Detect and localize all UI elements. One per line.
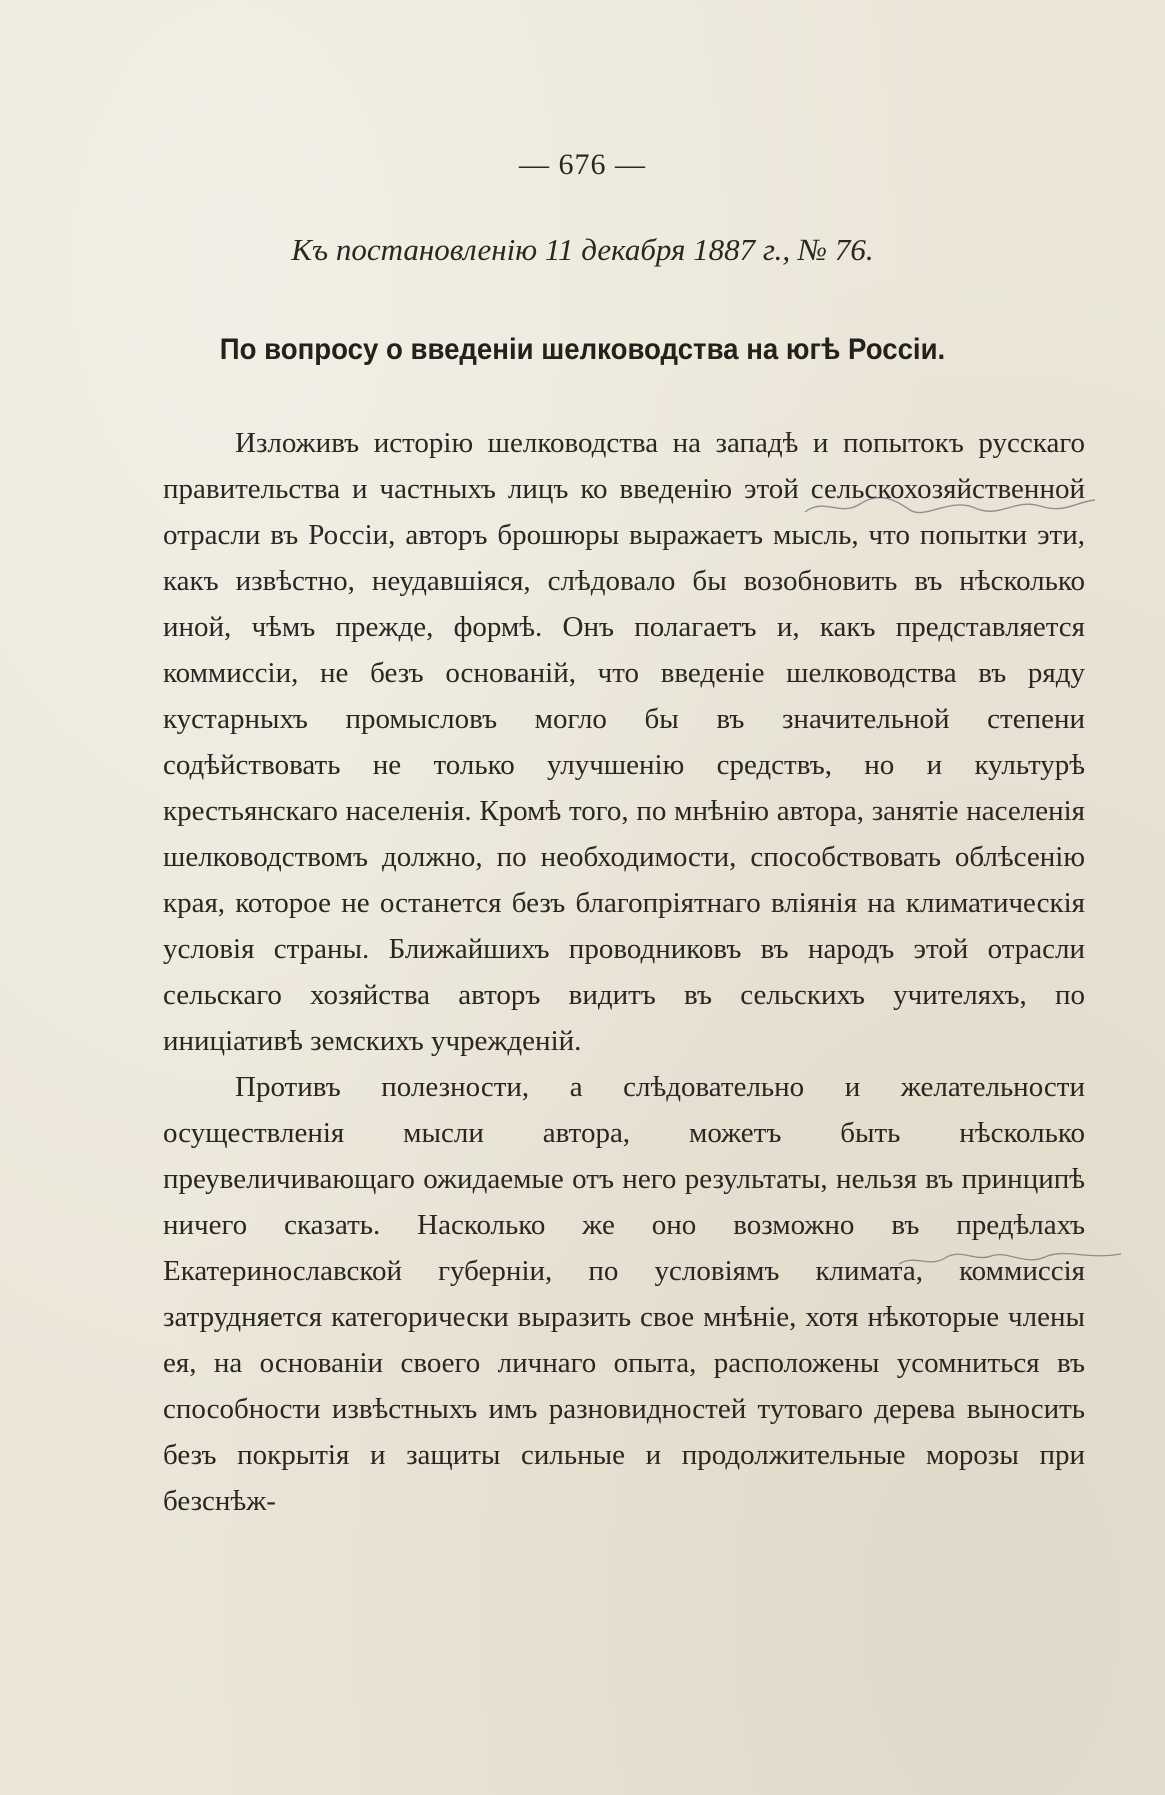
section-title: По вопросу о введеніи шелководства на югѣ Россіи. — [219, 333, 946, 366]
body-text — [163, 420, 1085, 1524]
paragraph-2: Противъ полезности, а слѣдовательно и желательности осуществленія мысли автора, можетъ быть нѣсколько преувеличивающаго ожидаемые отъ него результаты, нельзя въ принципѣ ничего сказать. Насколько же оно возможно въ предѣлахъ Екатеринославской губерніи, по условіямъ климата, коммиссія затрудняется категорически выразить свое мнѣніе, хотя нѣкоторые члены ея, на основаніи своего личнаго опыта, расположены усомниться въ способности извѣстныхъ имъ разновидностей тутоваго дерева выносить безъ покрытія и защиты сильные и продолжительные морозы при безснѣж- — [163, 1071, 1085, 1517]
pencil-marginalia-2-icon — [895, 1248, 1125, 1272]
pencil-marginalia-icon — [800, 492, 1100, 522]
resolution-reference: Къ постановленію 11 декабря 1887 г., № 76. — [291, 232, 874, 267]
paragraph-1: Изложивъ исторію шелководства на западѣ и попытокъ русскаго правительства и частныхъ лицъ ко введенію этой сельскохозяйственной отрасли въ Россіи, авторъ брошюры выражаетъ мысль, что попытки эти, какъ извѣстно, неудавшіяся, слѣдовало бы возобновить въ нѣсколько иной, чѣмъ прежде, формѣ. Онъ полагаетъ и, какъ представляется коммиссіи, не безъ основаній, что введеніе шелководства въ ряду кустарныхъ промысловъ могло бы въ значительной степени содѣйствовать не только улучшенію средствъ, но и культурѣ крестьянскаго населенія. Кромѣ того, по мнѣнію автора, занятіе населенія шелководствомъ должно, по необходимости, способствовать облѣсенію края, которое не останется безъ благопріятнаго вліянія на климатическія условія страны. Ближайшихъ проводниковъ въ народъ этой отрасли сельскаго хозяйства авторъ видитъ въ сельскихъ учителяхъ, по иниціативѣ земскихъ учрежденій. — [163, 427, 1085, 1057]
page-number: — 676 — — [519, 148, 646, 181]
